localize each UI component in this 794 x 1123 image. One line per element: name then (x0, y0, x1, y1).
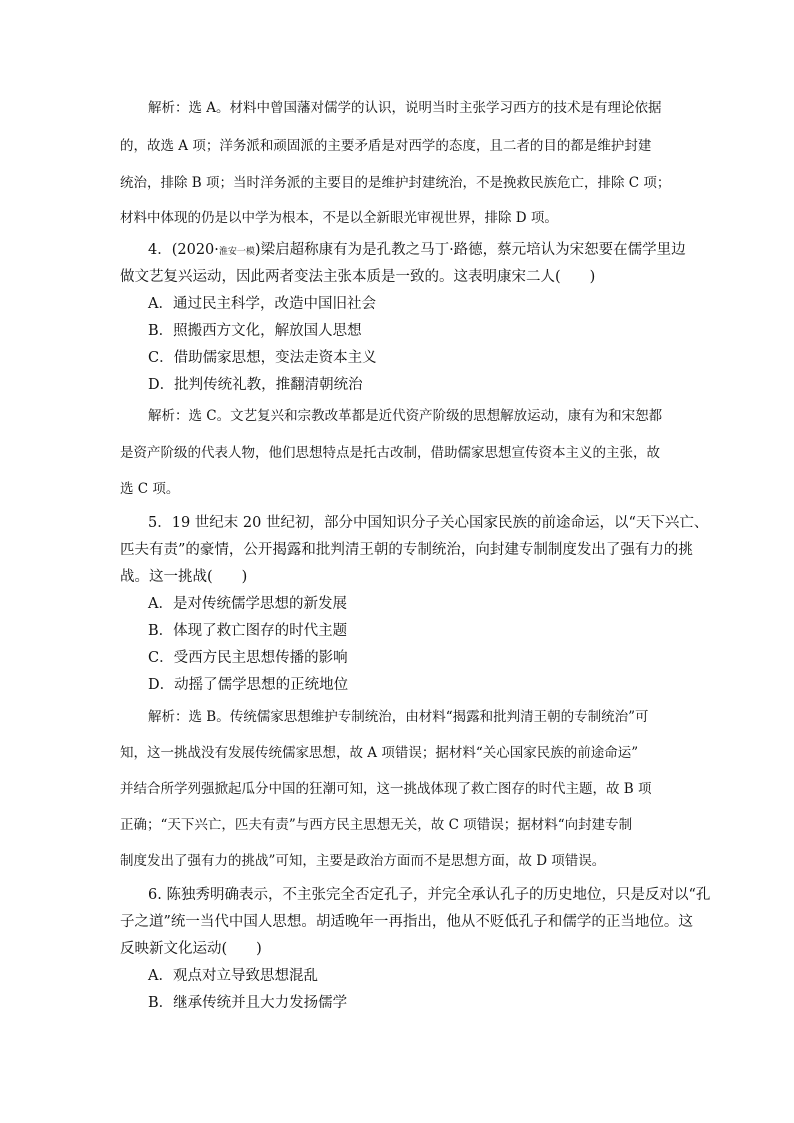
question-4-line-2: 做文艺复兴运动，因此两者变法主张本质是一致的。这表明康宋二人( ) (120, 269, 596, 285)
explanation-5-line-5: 制度发出了强有力的挑战”可知，主要是政治方面而不是思想方面，故 D 项错误。 (120, 853, 606, 869)
question-6-line-3: 反映新文化运动( ) (120, 941, 262, 957)
question-6-line-1: 6. 陈独秀明确表示，不主张完全否定孔子，并完全承认孔子的历史地位，只是反对以“孔 (148, 887, 711, 903)
question-4-line-1 (148, 240, 686, 262)
explanation-5-line-4: 正确；“天下兴亡，匹夫有责”与西方民主思想无关，故 C 项错误；据材料“向封建专制 (120, 817, 633, 833)
question-4-source: 淮安一模 (218, 247, 255, 257)
question-5-line-1: 5．19 世纪末 20 世纪初，部分中国知识分子关心国家民族的前途命运，以“天下兴亡、 (148, 515, 709, 531)
explanation-4-line-3: 选 C 项。 (120, 481, 180, 497)
question-4-option-a: A．通过民主科学，改造中国旧社会 (148, 296, 376, 312)
explanation-5-line-1: 解析：选 B。传统儒家思想维护专制统治，由材料“揭露和批判清王朝的专制统治”可 (148, 709, 649, 725)
question-5-option-c: C．受西方民主思想传播的影响 (148, 650, 348, 666)
explanation-4-line-1: 解析：选 C。文艺复兴和宗教改革都是近代资产阶级的思想解放运动，康有为和宋恕都 (148, 408, 663, 424)
explanation-3-line-3: 统治，排除 B 项；当时洋务派的主要目的是维护封建统治，不是挽救民族危亡，排除 C 项； (120, 175, 671, 191)
question-5-line-3: 战。这一挑战( ) (120, 569, 248, 585)
question-6-option-b: B．继承传统并且大力发扬儒学 (148, 995, 348, 1011)
question-5-option-a: A．是对传统儒学思想的新发展 (148, 596, 347, 612)
question-4-prefix: 4．(2020· (148, 242, 219, 258)
explanation-5-line-2: 知，这一挑战没有发展传统儒家思想，故 A 项错误；据材料“关心国家民族的前途命运” (120, 745, 639, 761)
question-4-stem: )梁启超称康有为是孔教之马丁·路德，蔡元培认为宋恕要在儒学里边 (254, 242, 686, 258)
question-5-option-b: B．体现了救亡图存的时代主题 (148, 623, 348, 639)
explanation-3-line-4: 材料中体现的仍是以中学为根本，不是以全新眼光审视世界，排除 D 项。 (120, 210, 558, 226)
question-4-option-b: B．照搬西方文化，解放国人思想 (148, 323, 362, 339)
question-5-line-2: 匹夫有责”的豪情，公开揭露和批判清王朝的专制统治，向封建专制制度发出了强有力的挑 (120, 542, 693, 558)
question-5-option-d: D．动摇了儒学思想的正统地位 (148, 677, 349, 693)
question-4-option-c: C．借助儒家思想，变法走资本主义 (148, 350, 377, 366)
question-4-option-d: D．批判传统礼教，推翻清朝统治 (148, 377, 363, 393)
explanation-4-line-2: 是资产阶级的代表人物，他们思想特点是托古改制，借助儒家思想宣传资本主义的主张，故 (120, 445, 660, 461)
explanation-5-line-3: 并结合所学列强掀起瓜分中国的狂潮可知，这一挑战体现了救亡图存的时代主题，故 B 项 (120, 781, 652, 797)
question-6-line-2: 子之道”统一当代中国人思想。胡适晚年一再指出，他从不贬低孔子和儒学的正当地位。这 (120, 914, 693, 930)
question-6-option-a: A．观点对立导致思想混乱 (148, 968, 318, 984)
explanation-3-line-2: 的，故选 A 项；洋务派和顽固派的主要矛盾是对西学的态度，且二者的目的都是维护封建 (120, 138, 652, 154)
explanation-3-line-1: 解析：选 A。材料中曾国藩对儒学的认识，说明当时主张学习西方的技术是有理论依据 (148, 100, 662, 116)
